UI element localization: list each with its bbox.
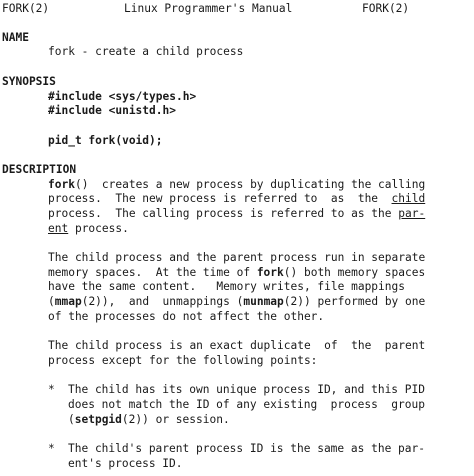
- desc-p1-line3: process. The calling process is referred to as the par‐: [48, 207, 426, 220]
- desc-p2-line4: (mmap(2)), and unmappings (munmap(2)) performed by one: [48, 295, 426, 308]
- bullet-marker: *: [48, 442, 55, 455]
- bullet1-line2: does not match the ID of any existing process group: [68, 398, 425, 411]
- desc-p2-line1: The child process and the parent process run in separate: [48, 251, 426, 264]
- fork-prototype: pid_t fork(void);: [48, 134, 163, 147]
- desc-p3-line1: The child process is an exact duplicate of the parent: [48, 339, 426, 352]
- name-line: fork - create a child process: [48, 45, 244, 58]
- parent-term: par‐: [398, 207, 426, 220]
- desc-p2-line2: memory spaces. At the time of fork() both memory spaces: [48, 266, 426, 279]
- bullet2-line1: The child's parent process ID is the same as the par‐: [68, 442, 425, 455]
- fork-keyword: fork: [48, 178, 75, 191]
- include-unistd: #include <unistd.h>: [48, 104, 176, 117]
- desc-p2-line3: have the same content. Memory writes, file mappings: [48, 280, 405, 293]
- desc-p1-line4: ent process.: [48, 222, 129, 235]
- bullet1-line3: (setpgid(2)) or session.: [68, 413, 230, 426]
- bullet-marker: *: [48, 383, 55, 396]
- bullet2-line2: ent's process ID.: [68, 457, 183, 470]
- header-manual-title: Linux Programmer's Manual: [124, 2, 293, 15]
- include-sys-types: #include <sys/types.h>: [48, 90, 197, 103]
- desc-p3-line2: process except for the following points:: [48, 354, 318, 367]
- desc-p1-line2: process. The new process is referred to as the child: [48, 192, 426, 205]
- desc-p2-line5: of the processes do not affect the other.: [48, 310, 325, 323]
- desc-p1-line1: fork() creates a new process by duplicating the calling: [48, 178, 426, 191]
- name-heading: NAME: [2, 31, 29, 44]
- header-left-title: FORK(2): [2, 2, 50, 15]
- description-heading: DESCRIPTION: [2, 163, 77, 176]
- bullet1-line1: The child has its own unique process ID, and this PID: [68, 383, 425, 396]
- child-term: child: [391, 192, 426, 205]
- header-right-title: FORK(2): [362, 2, 410, 15]
- synopsis-heading: SYNOPSIS: [2, 75, 56, 88]
